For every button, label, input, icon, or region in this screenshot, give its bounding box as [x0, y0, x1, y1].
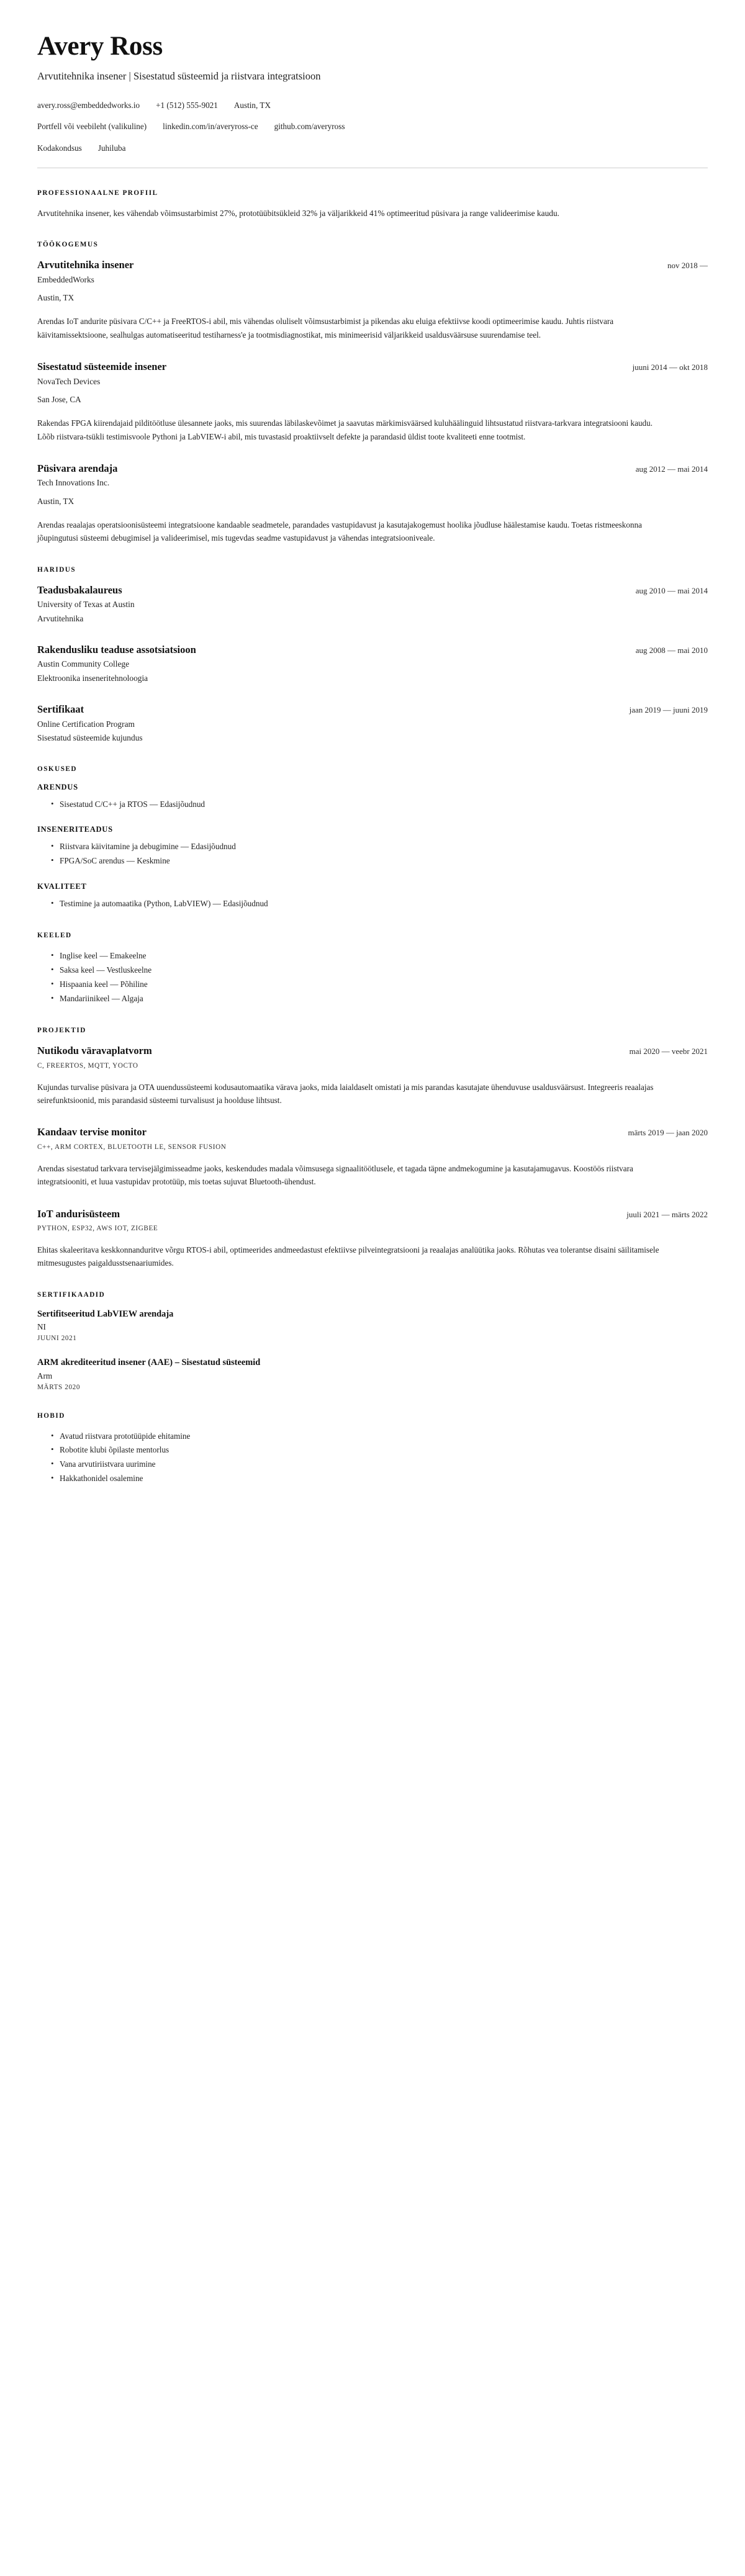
experience-item — [37, 360, 708, 443]
hobby-item: • Hakkathonidel osalemine — [51, 1472, 708, 1486]
skill-group — [37, 882, 708, 911]
section-title-education: HARIDUS — [37, 565, 76, 574]
education-field: Sisestatud süsteemide kujundus — [37, 733, 143, 743]
skill-group — [37, 825, 708, 868]
project-item-head — [37, 1044, 708, 1057]
section-title-hobbies: HOBID — [37, 1412, 65, 1420]
experience-item-head — [37, 462, 708, 475]
experience-location: Austin, TX — [37, 293, 74, 303]
project-title: IoT andurisüsteem — [37, 1207, 120, 1220]
hobby-list — [37, 1430, 708, 1486]
contact-github[interactable]: github.com/averyross — [274, 122, 345, 132]
skill-group-name: KVALITEET — [37, 881, 87, 891]
skill-item: • Testimine ja automaatika (Python, LabVIEW) — Edasijõudnud — [51, 897, 708, 911]
project-tech-stack: PYTHON, ESP32, AWS IOT, ZIGBEE — [37, 1225, 158, 1233]
section-skills — [37, 765, 708, 911]
contact-row-legal — [37, 142, 708, 154]
certification-item — [37, 1357, 708, 1390]
contact-linkedin[interactable]: linkedin.com/in/averyross-ce — [163, 122, 258, 132]
section-experience — [37, 241, 708, 544]
resume-header — [37, 32, 708, 168]
project-title: Kandaav tervise monitor — [37, 1126, 147, 1138]
education-institution: University of Texas at Austin — [37, 600, 135, 610]
project-dates: mai 2020 — veebr 2021 — [629, 1047, 708, 1056]
experience-dates: nov 2018 — — [667, 261, 708, 271]
education-item — [37, 643, 708, 684]
section-title-skills: OSKUSED — [37, 765, 77, 773]
skill-group-name: ARENDUS — [37, 782, 78, 791]
skill-list — [37, 798, 708, 812]
experience-item — [37, 462, 708, 545]
contact-row-primary — [37, 99, 708, 111]
project-item-head — [37, 1207, 708, 1220]
project-dates: juuli 2021 — märts 2022 — [626, 1209, 708, 1219]
project-title: Nutikodu väravaplatvorm — [37, 1045, 152, 1057]
experience-employer: Tech Innovations Inc. — [37, 478, 110, 488]
project-dates: märts 2019 — jaan 2020 — [628, 1128, 708, 1138]
section-title-experience: TÖÖKOGEMUS — [37, 241, 99, 249]
experience-item-head — [37, 360, 708, 373]
section-projects — [37, 1027, 708, 1270]
project-description: Ehitas skaleeritava keskkonnanduritve võrgu RTOS-i abil, optimeerides andmeedastust efektiivse pilveintegratsiooni ja reaalajas analüütika jaoks. Rõhutas vea tolerantse disaini säilitamisele mitmesugustes paigaldusstsenaariumides. — [37, 1245, 659, 1268]
candidate-headline: Arvutitehnika insener | Sisestatud süsteemid ja riistvara integratsioon — [37, 70, 321, 83]
project-item-head — [37, 1125, 708, 1138]
experience-job-title: Arvutitehnika insener — [37, 259, 134, 271]
contact-email[interactable]: avery.ross@embeddedworks.io — [37, 101, 140, 110]
contact-portfolio[interactable]: Portfell või veebileht (valikuline) — [37, 122, 147, 132]
profile-summary: Arvutitehnika insener, kes vähendab võimsustarbimist 27%, prototüübitsükleid 32% ja väljarikkeid 41% optimeeritud püsivara ja range valideerimise kaudu. — [37, 208, 560, 218]
experience-item-head — [37, 258, 708, 271]
section-title-projects: PROJEKTID — [37, 1027, 86, 1035]
experience-description: Arendas IoT andurite püsivara C/C++ ja FreeRTOS-i abil, mis vähendas oluliselt võimsustarbimist ja pikendas aku eluiga efektiivse koodi optimeerimise kaudu. Juhtis riistvara käivitamissektsioone, sealhulgas automatiseeritud testiharness'e ja tootmisdiagnostikat, mis minimeerisid väljarikkeid usaldusväärsuse suurendamise teel. — [37, 317, 614, 340]
education-item — [37, 703, 708, 744]
education-degree: Teadusbakalaureus — [37, 583, 122, 596]
contact-citizenship: Kodakondsus — [37, 143, 82, 153]
language-list — [37, 949, 708, 1006]
section-profile — [37, 189, 708, 220]
skill-list — [37, 897, 708, 911]
language-item: • Hispaania keel — Põhiline — [51, 978, 708, 992]
contact-row-links — [37, 120, 708, 132]
education-item-head — [37, 583, 708, 597]
experience-dates: juuni 2014 — okt 2018 — [632, 363, 708, 372]
skill-item: • Riistvara käivitamine ja debugimine — Edasijõudnud — [51, 840, 708, 854]
section-title-languages: KEELED — [37, 932, 72, 940]
experience-employer: NovaTech Devices — [37, 376, 101, 386]
section-certifications — [37, 1291, 708, 1391]
education-institution: Austin Community College — [37, 659, 130, 669]
certification-name: ARM akrediteeritud insener (AAE) – Sisestatud süsteemid — [37, 1358, 261, 1368]
project-item — [37, 1207, 708, 1270]
education-item — [37, 583, 708, 624]
experience-description: Arendas reaalajas operatsioonisüsteemi integratsioone kandaable seadmetele, parandades vastupidavust ja kasutajakogemust hoolika jõudluse häälestamise kaudu. Toetas ristmeeskonna jõupingutusi süsteemi debugimisel ja valideerimisel, mis tugevdas seadme vastupidavust ja vähendas integratsiooniveale. — [37, 520, 643, 543]
project-tech-stack: C, FREERTOS, MQTT, YOCTO — [37, 1061, 138, 1070]
experience-description: Rakendas FPGA kiirendajaid pilditöötluse ülesannete jaoks, mis suurendas läbilaskevõimet ja saavutas märkimisväärsed kuluhäälinguid lihtsustatud riistvara-tarkvara integratsiooni kaudu. Lõõb riistvara-tsükli testimisvoole Pythoni ja LabVIEW-i abil, mis tuvastasid proaktiivselt defekte ja parandasid üldist toote kvaliteeti enne tootmist. — [37, 418, 653, 441]
contact-phone[interactable]: +1 (512) 555-9021 — [156, 101, 218, 110]
language-item: • Saksa keel — Vestluskeelne — [51, 963, 708, 978]
skill-list — [37, 840, 708, 868]
section-education — [37, 566, 708, 744]
education-institution: Online Certification Program — [37, 719, 135, 729]
experience-item — [37, 258, 708, 341]
experience-dates: aug 2012 — mai 2014 — [635, 464, 708, 474]
education-degree: Sertifikaat — [37, 703, 84, 716]
candidate-name: Avery Ross — [37, 32, 163, 61]
section-hobbies — [37, 1412, 708, 1486]
experience-employer: EmbeddedWorks — [37, 274, 94, 284]
certification-name: Sertifitseeritud LabVIEW arendaja — [37, 1308, 174, 1319]
certification-item — [37, 1308, 708, 1342]
experience-job-title: Sisestatud süsteemide insener — [37, 361, 167, 373]
certification-issuer: NI — [37, 1322, 46, 1332]
skill-group-name: INSENERITEADUS — [37, 825, 113, 834]
education-dates: aug 2008 — mai 2010 — [635, 645, 708, 655]
certification-date: MÄRTS 2020 — [37, 1383, 81, 1391]
education-dates: jaan 2019 — juuni 2019 — [629, 705, 708, 715]
language-item: • Inglise keel — Emakeelne — [51, 949, 708, 963]
section-title-profile: PROFESSIONAALNE PROFIIL — [37, 189, 158, 197]
experience-location: Austin, TX — [37, 496, 74, 506]
contact-location: Austin, TX — [233, 101, 271, 110]
education-dates: aug 2010 — mai 2014 — [635, 585, 708, 595]
hobby-item: • Robotite klubi õpilaste mentorlus — [51, 1443, 708, 1457]
project-description: Kujundas turvalise püsivara ja OTA uuendussüsteemi kodusautomaatika värava jaoks, mida laialdaselt omistati ja mis parandas kasutajate ühenduvuse usaldusväärsust. Integreeris reaalajas seirefunktsioonid, mis parandasid süsteemi turvalisust ja hoolduse lihtsust. — [37, 1082, 654, 1106]
experience-job-title: Püsivara arendaja — [37, 462, 118, 474]
education-item-head — [37, 643, 708, 656]
education-field: Arvutitehnika — [37, 613, 84, 623]
education-item-head — [37, 703, 708, 716]
education-degree: Rakendusliku teaduse assotsiatsioon — [37, 643, 196, 655]
project-description: Arendas sisestatud tarkvara tervisejälgimisseadme jaoks, keskendudes madala võimsusega signaalitöötlusele, et tagada täpne andmekogumine ja kasutajamugavus. Koostöös riistvara integratsiooniti, et luua vastupidav prototüüp, mis toetas sujuvat Bluetooth-ühendust. — [37, 1163, 633, 1187]
experience-location: San Jose, CA — [37, 395, 81, 404]
certification-issuer: Arm — [37, 1371, 53, 1380]
section-languages — [37, 932, 708, 1006]
skill-group — [37, 783, 708, 812]
contact-drivers-license: Juhiluba — [97, 143, 126, 153]
project-tech-stack: C++, ARM CORTEX, BLUETOOTH LE, SENSOR FUSION — [37, 1143, 227, 1151]
skill-item: • Sisestatud C/C++ ja RTOS — Edasijõudnud — [51, 798, 708, 812]
language-item: • Mandariinikeel — Algaja — [51, 992, 708, 1006]
section-title-certifications: SERTIFIKAADID — [37, 1290, 106, 1299]
skill-item: • FPGA/SoC arendus — Keskmine — [51, 854, 708, 868]
project-item — [37, 1125, 708, 1188]
hobby-item: • Vana arvutiriistvara uurimine — [51, 1457, 708, 1472]
hobby-item: • Avatud riistvara prototüüpide ehitamine — [51, 1430, 708, 1444]
certification-date: JUUNI 2021 — [37, 1335, 77, 1343]
project-item — [37, 1044, 708, 1107]
education-field: Elektroonika inseneritehnoloogia — [37, 673, 148, 683]
